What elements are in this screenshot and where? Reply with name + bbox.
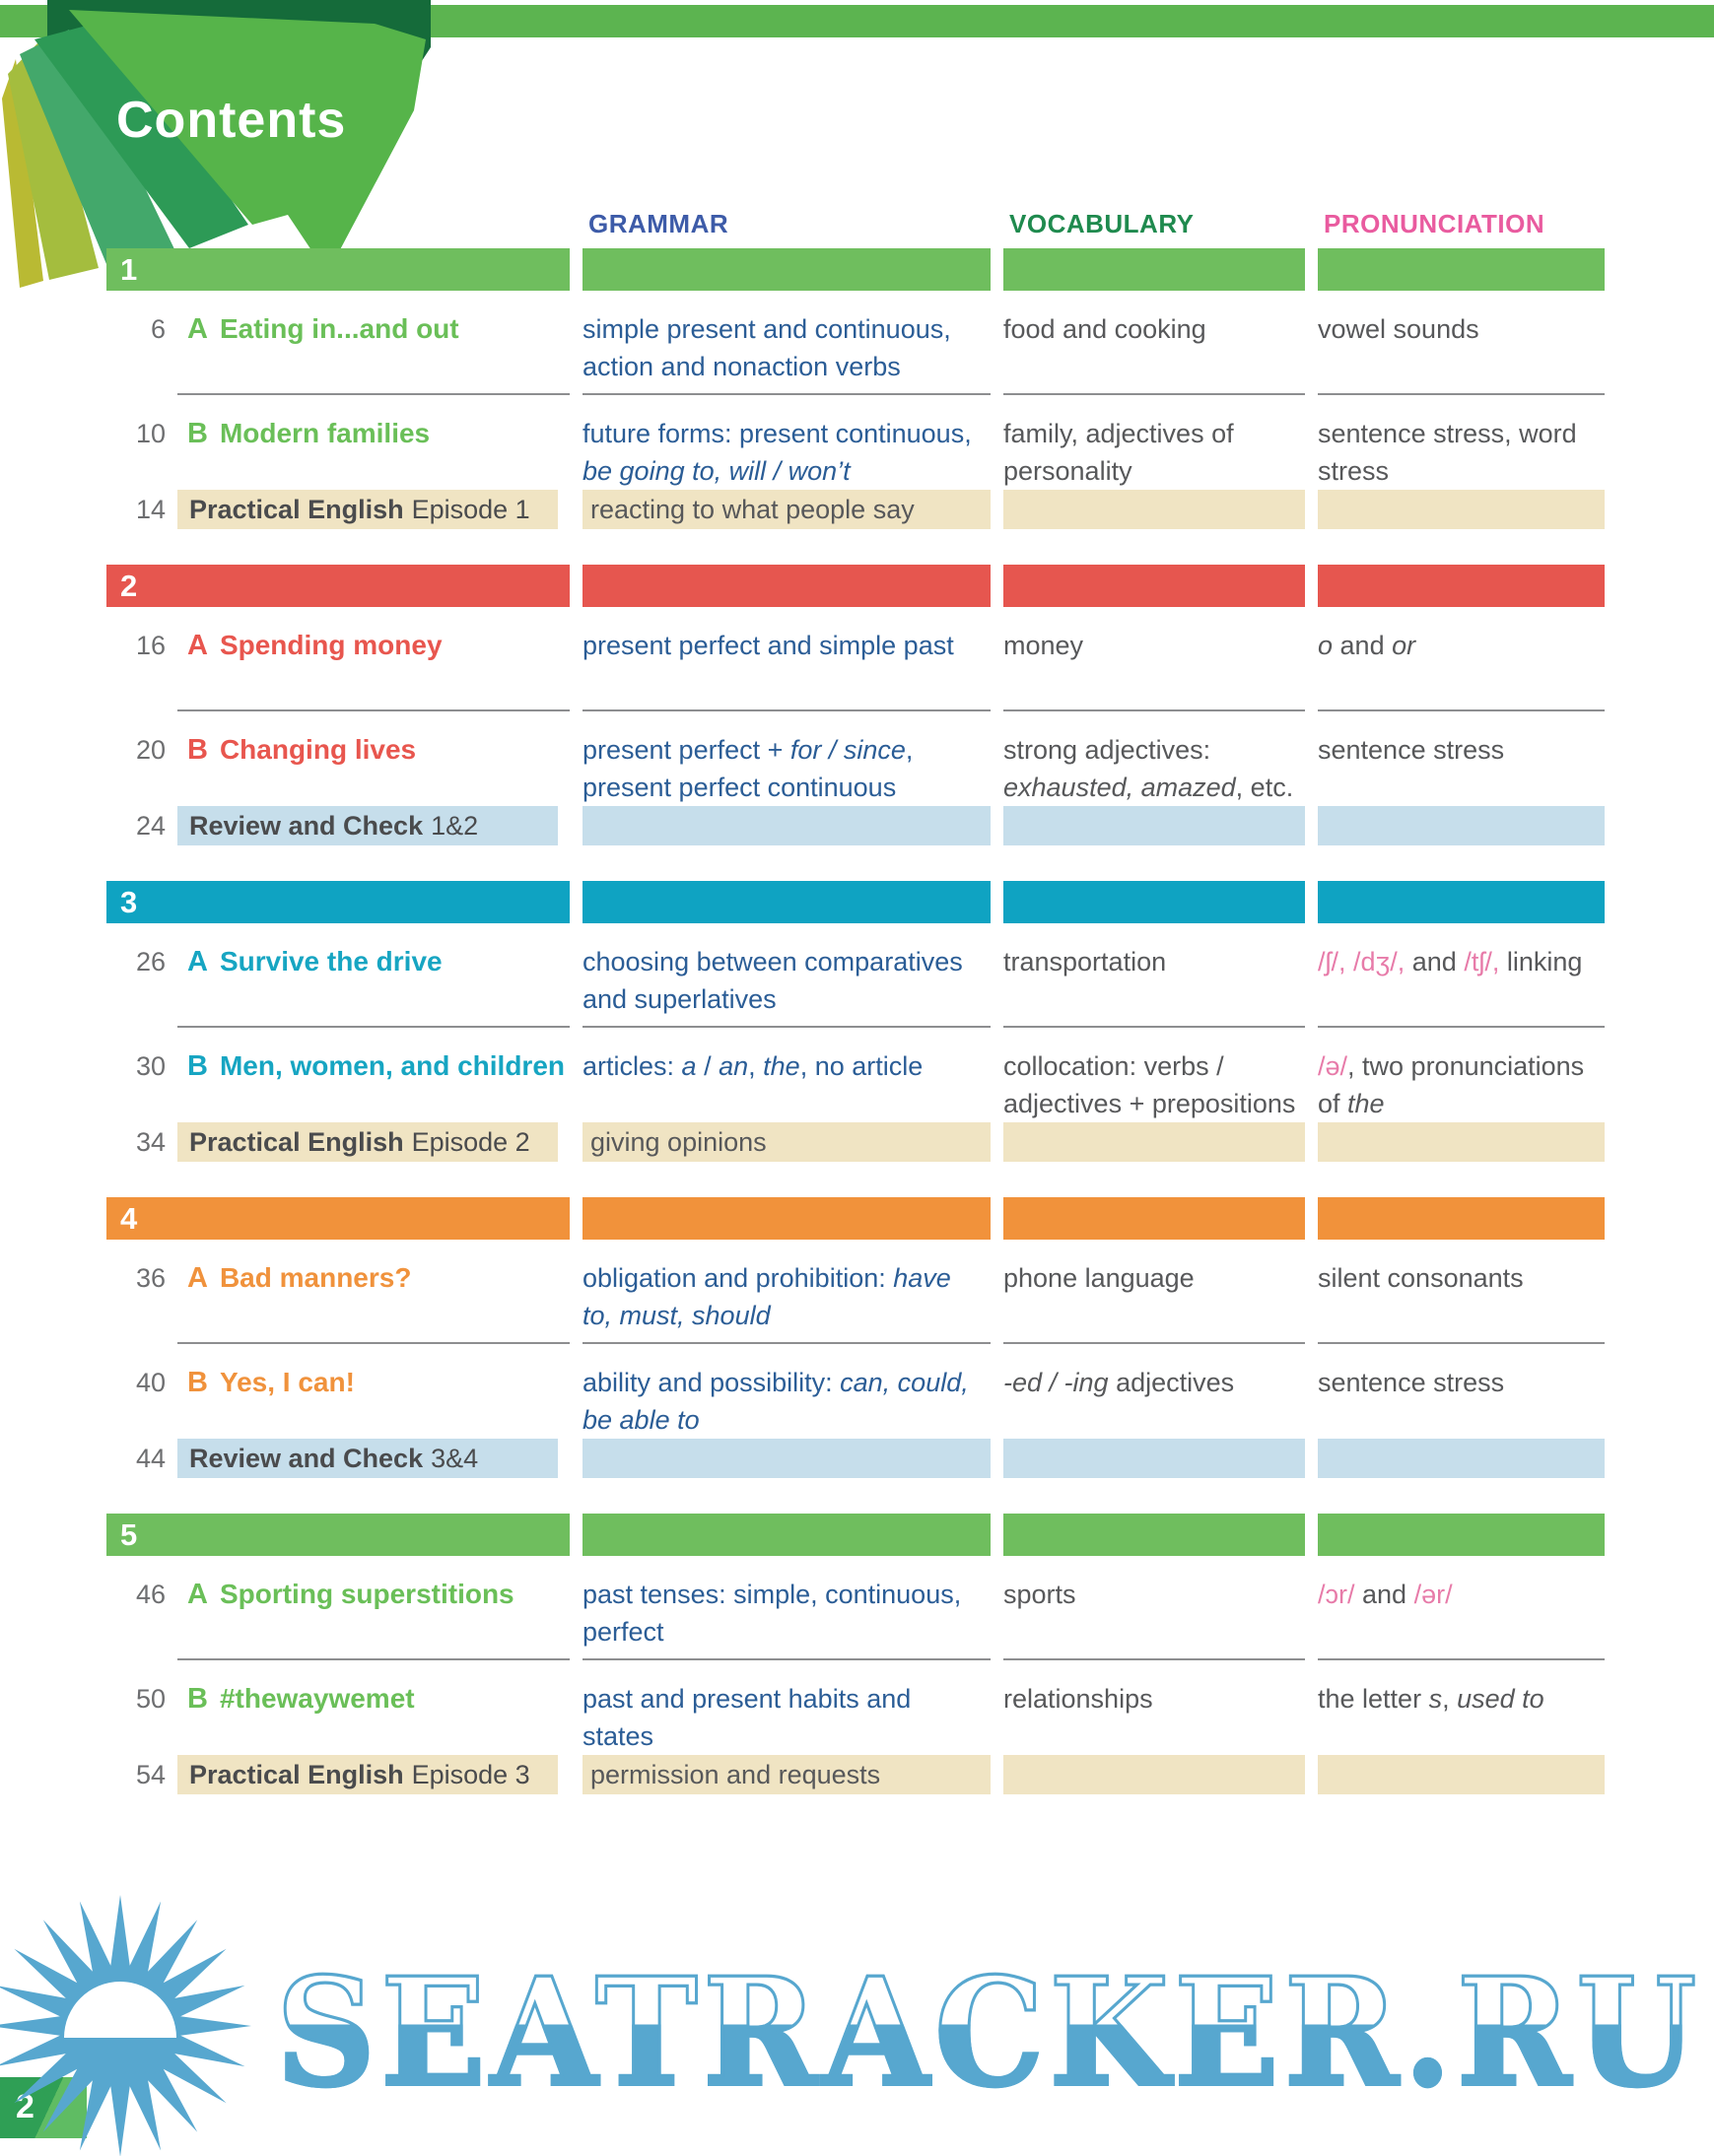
review-and-check-band	[106, 806, 1606, 845]
row-separator	[106, 1342, 1606, 1344]
text-segment: sentence stress	[1318, 1368, 1505, 1397]
section-bar	[106, 565, 1606, 607]
row-separator	[106, 1658, 1606, 1660]
lesson-row	[106, 1240, 1606, 1342]
band-function-label	[583, 1127, 767, 1157]
grammar-text	[583, 415, 991, 490]
section-number: 4	[120, 1201, 138, 1236]
pronunciation-text	[1318, 310, 1605, 393]
band-label: Practical English	[189, 1760, 404, 1789]
sections-container	[106, 248, 1606, 1794]
vocabulary-text	[1003, 1576, 1305, 1658]
text-segment: ,	[748, 1051, 764, 1081]
lesson-row	[106, 1556, 1606, 1658]
row-page-number: 50	[135, 1684, 166, 1714]
page-title: Contents	[116, 92, 347, 149]
text-segment: permission and requests	[590, 1760, 881, 1789]
column-header-grammar: GRAMMAR	[588, 209, 729, 238]
text-segment: can, could,	[840, 1368, 969, 1397]
vocabulary-text	[1003, 627, 1305, 709]
text-segment: transportation	[1003, 947, 1167, 977]
row-page-number: 46	[135, 1580, 166, 1609]
text-segment: present perfect continuous	[583, 773, 897, 802]
text-segment: of	[1318, 1089, 1348, 1118]
text-segment	[1346, 947, 1354, 977]
row-page-number: 30	[135, 1051, 166, 1081]
lesson-title: Bad manners?	[219, 1262, 412, 1293]
text-segment: sentence stress	[1318, 735, 1505, 765]
text-segment: and	[1405, 947, 1465, 977]
grammar-text	[583, 1576, 991, 1658]
band-label: Practical English	[189, 1127, 404, 1157]
vocabulary-text	[1003, 1680, 1305, 1755]
text-segment: , no article	[799, 1051, 924, 1081]
text-segment: ,	[905, 735, 914, 765]
text-segment: to, must, should	[583, 1301, 771, 1330]
practical-english-band	[106, 1122, 1606, 1162]
text-segment: phone language	[1003, 1263, 1195, 1293]
lesson-letter: B	[187, 1367, 208, 1398]
text-segment: past and present habits and	[583, 1684, 912, 1714]
text-segment: money	[1003, 631, 1084, 660]
row-page-number: 36	[135, 1263, 166, 1293]
text-segment: the	[763, 1051, 800, 1081]
row-page-number: 24	[135, 811, 166, 841]
lesson-row	[106, 1028, 1606, 1122]
vocabulary-text	[1003, 1364, 1305, 1439]
text-segment: /tʃ/,	[1464, 947, 1500, 977]
text-segment: present perfect and simple past	[583, 631, 954, 660]
text-segment: states	[583, 1721, 654, 1751]
grammar-text	[583, 1259, 991, 1342]
band-function-label	[583, 1760, 880, 1789]
column-header-vocabulary: VOCABULARY	[1009, 209, 1195, 238]
row-separator	[106, 393, 1606, 395]
text-segment: the letter	[1318, 1684, 1429, 1714]
section-number: 1	[120, 252, 138, 287]
band-label-detail: Episode 3	[411, 1760, 530, 1789]
text-segment: simple present and continuous,	[583, 314, 951, 344]
band-label-detail: 1&2	[431, 811, 479, 841]
row-page-number: 16	[135, 631, 166, 660]
lesson-letter: A	[187, 946, 208, 977]
lesson-letter: A	[187, 1579, 208, 1610]
text-segment: relationships	[1003, 1684, 1153, 1714]
text-segment: strong adjectives:	[1003, 735, 1211, 765]
column-headers	[106, 202, 1606, 248]
review-and-check-band	[106, 1439, 1606, 1478]
vocabulary-text	[1003, 415, 1305, 490]
band-function-label	[583, 495, 915, 524]
text-segment: -ed / -ing	[1003, 1368, 1109, 1397]
pronunciation-text	[1318, 1576, 1605, 1658]
row-page-number: 26	[135, 947, 166, 977]
vocabulary-text	[1003, 731, 1305, 806]
grammar-text	[583, 1047, 991, 1122]
pronunciation-text	[1318, 943, 1605, 1026]
lesson-letter: B	[187, 1050, 208, 1082]
section-number: 3	[120, 885, 138, 919]
row-separator	[106, 1026, 1606, 1028]
section-number: 5	[120, 1517, 138, 1552]
grammar-text	[583, 310, 991, 393]
row-page-number: 54	[135, 1760, 166, 1789]
text-segment: a	[681, 1051, 697, 1081]
text-segment: sports	[1003, 1580, 1076, 1609]
text-segment: be able to	[583, 1405, 700, 1435]
text-segment: be going to, will / won’t	[583, 456, 851, 486]
section-bar	[106, 881, 1606, 923]
text-segment: linking	[1499, 947, 1583, 977]
lesson-title: Spending money	[219, 630, 443, 660]
lesson-row	[106, 607, 1606, 709]
lesson-row	[106, 711, 1606, 806]
column-header-pronunciation: PRONUNCIATION	[1324, 209, 1545, 238]
grammar-text	[583, 943, 991, 1026]
text-segment: for / since	[789, 735, 906, 765]
lesson-row	[106, 923, 1606, 1026]
text-segment: silent consonants	[1318, 1263, 1524, 1293]
pronunciation-text	[1318, 1259, 1605, 1342]
text-segment: personality	[1003, 456, 1132, 486]
text-segment: /ər/	[1413, 1580, 1453, 1609]
lesson-row	[106, 291, 1606, 393]
practical-english-band	[106, 1755, 1606, 1794]
band-label-detail: Episode 2	[411, 1127, 530, 1157]
lesson-letter: B	[187, 418, 208, 449]
text-segment: used to	[1457, 1684, 1544, 1714]
section-bar	[106, 1197, 1606, 1240]
contents-table	[106, 202, 1606, 1830]
row-separator	[106, 709, 1606, 711]
pronunciation-text	[1318, 731, 1605, 806]
text-segment: articles:	[583, 1051, 682, 1081]
text-segment: /dʒ/,	[1353, 947, 1405, 977]
lesson-letter: A	[187, 1262, 208, 1294]
lesson-title: Men, women, and children	[219, 1050, 565, 1081]
text-segment: o	[1318, 631, 1334, 660]
lesson-row	[106, 1344, 1606, 1439]
row-page-number: 40	[135, 1368, 166, 1397]
text-segment: perfect	[583, 1617, 664, 1647]
pronunciation-text	[1318, 1364, 1605, 1439]
vocabulary-text	[1003, 310, 1305, 393]
row-page-number: 14	[135, 495, 166, 524]
lesson-title: Modern families	[219, 418, 431, 448]
text-segment: exhausted, amazed	[1003, 773, 1236, 802]
text-segment: and superlatives	[583, 984, 777, 1014]
text-segment: stress	[1318, 456, 1390, 486]
band-label-detail: 3&4	[431, 1444, 479, 1473]
row-page-number: 20	[135, 735, 166, 765]
row-page-number: 6	[150, 314, 166, 344]
sun-logo-icon	[0, 1892, 254, 2156]
lesson-row	[106, 1660, 1606, 1755]
row-page-number: 10	[135, 419, 166, 448]
band-function-text	[583, 1755, 991, 1794]
band-function-text	[583, 490, 991, 529]
text-segment: choosing between comparatives	[583, 947, 963, 977]
grammar-text	[583, 1680, 991, 1755]
text-segment: vowel sounds	[1318, 314, 1479, 344]
band-label: Review and Check	[189, 811, 424, 841]
text-segment: s	[1428, 1684, 1443, 1714]
lesson-title: Survive the drive	[219, 946, 443, 977]
page-number: 2	[16, 2088, 34, 2125]
band-label: Practical English	[189, 495, 404, 524]
pronunciation-text	[1318, 1047, 1605, 1122]
text-segment: /ʃ/,	[1318, 947, 1346, 977]
grammar-text	[583, 731, 991, 806]
text-segment: the	[1347, 1089, 1385, 1118]
lesson-title: #thewaywemet	[219, 1683, 415, 1714]
practical-english-band	[106, 490, 1606, 529]
text-segment: reacting to what people say	[590, 495, 915, 524]
text-segment: and	[1333, 631, 1393, 660]
lesson-title: Changing lives	[219, 734, 417, 765]
watermark-text: SEATRACKER.RU	[276, 1959, 1707, 2108]
band-function-text	[583, 806, 991, 845]
section-bar	[106, 248, 1606, 291]
lesson-letter: B	[187, 1683, 208, 1715]
text-segment: future forms: present continuous,	[583, 419, 972, 448]
text-segment: an	[719, 1051, 749, 1081]
text-segment: obligation and prohibition:	[583, 1263, 894, 1293]
band-function-text	[583, 1122, 991, 1162]
text-segment: , etc.	[1235, 773, 1294, 802]
lesson-letter: A	[187, 313, 208, 345]
grammar-text	[583, 627, 991, 709]
lesson-title: Sporting superstitions	[219, 1579, 514, 1609]
lesson-title: Yes, I can!	[219, 1367, 355, 1397]
band-function-text	[583, 1439, 991, 1478]
text-segment: have	[893, 1263, 951, 1293]
pronunciation-text	[1318, 627, 1605, 709]
pronunciation-text	[1318, 1680, 1605, 1755]
text-segment: sentence stress, word	[1318, 419, 1577, 448]
section-bar	[106, 1514, 1606, 1556]
band-label-detail: Episode 1	[411, 495, 530, 524]
text-segment: ability and possibility:	[583, 1368, 841, 1397]
text-segment: family, adjectives of	[1003, 419, 1234, 448]
text-segment: action and nonaction verbs	[583, 352, 901, 381]
pronunciation-text	[1318, 415, 1605, 490]
vocabulary-text	[1003, 943, 1305, 1026]
text-segment: /	[696, 1051, 720, 1081]
text-segment: giving opinions	[590, 1127, 767, 1157]
row-page-number: 44	[135, 1444, 166, 1473]
lesson-letter: A	[187, 630, 208, 661]
text-segment: and	[1354, 1580, 1414, 1609]
text-segment: ,	[1442, 1684, 1458, 1714]
text-segment: /ə/	[1318, 1051, 1348, 1081]
band-label: Review and Check	[189, 1444, 424, 1473]
text-segment: , two pronunciations	[1347, 1051, 1585, 1081]
row-page-number: 34	[135, 1127, 166, 1157]
text-segment: food and cooking	[1003, 314, 1206, 344]
lesson-letter: B	[187, 734, 208, 766]
lesson-row	[106, 395, 1606, 490]
text-segment: present perfect +	[583, 735, 790, 765]
text-segment: collocation: verbs /	[1003, 1051, 1224, 1081]
grammar-text	[583, 1364, 991, 1439]
text-segment: /ɔr/	[1318, 1580, 1355, 1609]
text-segment: past tenses: simple, continuous,	[583, 1580, 962, 1609]
vocabulary-text	[1003, 1047, 1305, 1122]
vocabulary-text	[1003, 1259, 1305, 1342]
text-segment: adjectives	[1108, 1368, 1235, 1397]
text-segment: or	[1392, 631, 1416, 660]
lesson-title: Eating in...and out	[219, 313, 459, 344]
section-number: 2	[120, 569, 138, 603]
text-segment: adjectives + prepositions	[1003, 1089, 1296, 1118]
